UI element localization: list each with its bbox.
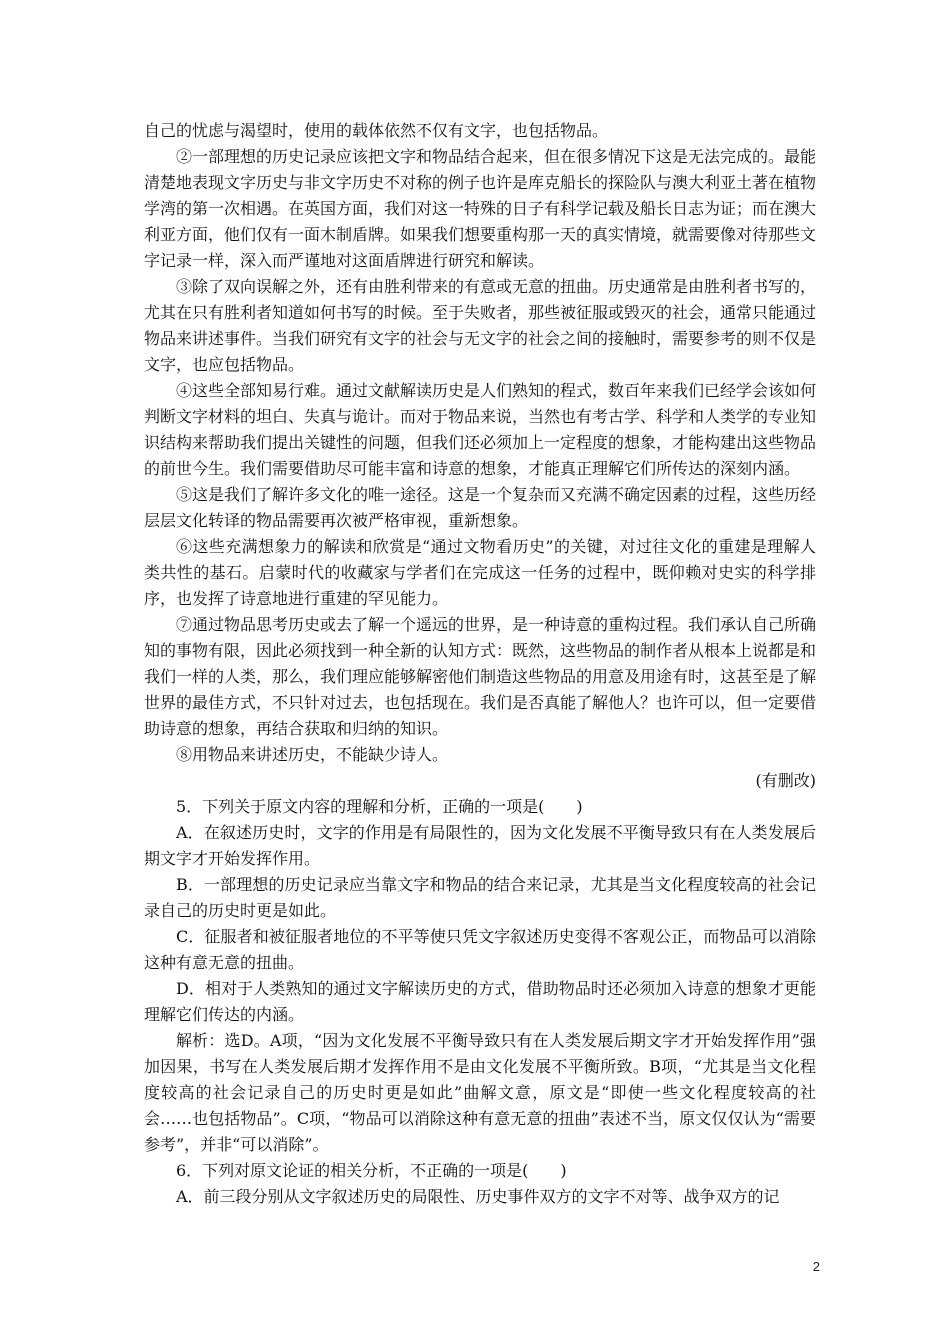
question-6-option-a: A．前三段分别从文字叙述历史的局限性、历史事件双方的文字不对等、战争双方的记 [176,1187,780,1206]
question-5-option-a: A．在叙述历史时，文字的作用是有局限性的，因为文化发展不平衡导致只有在人类发展后期文字才开始发挥作用。 [144,823,816,868]
passage-paragraph-2: ②一部理想的历史记录应该把文字和物品结合起来，但在很多情况下这是无法完成的。最能清楚地表现文字历史与非文字历史不对称的例子也许是库克船长的探险队与澳大利亚土著在植物学湾的第一次相遇。在英国方面，我们对这一特殊的日子有科学记载及船长日志为证；而在澳大利亚方面，他们仅有一面木制盾牌。如果我们想要重构那一天的真实情境，就需要像对待那些文字记录一样，深入而严谨地对这面盾牌进行研究和解读。 [144,147,817,270]
question-5-analysis: 解析：选D。A项，“因为文化发展不平衡导致只有在人类发展后期文字才开始发挥作用”强加因果，书写在人类发展后期才发挥作用不是由文化发展不平衡所致。B项，“尤其是当文化程度较高的社会记录自己的历史时更是如此”曲解文意，原文是“即使一些文化程度较高的社会……也包括物品”。C项，“物品可以消除这种有意无意的扭曲”表述不当，原文仅仅认为“需要参考”，并非“可以消除”。 [144,1031,816,1154]
question-5-stem: 5．下列关于原文内容的理解和分析，正确的一项是( ) [176,797,583,816]
question-5-option-b: B．一部理想的历史记录应当靠文字和物品的结合来记录，尤其是当文化程度较高的社会记录自己的历史时更是如此。 [144,875,816,920]
question-5-option-d: D．相对于人类熟知的通过文字解读历史的方式，借助物品时还必须加入诗意的想象才更能理解它们传达的内涵。 [144,979,816,1024]
question-5-option-c: C．征服者和被征服者地位的不平等使只凭文字叙述历史变得不客观公正，而物品可以消除这种有意无意的扭曲。 [144,927,816,972]
passage-paragraph-7: ⑦通过物品思考历史或去了解一个遥远的世界，是一种诗意的重构过程。我们承认自己所确知的事物有限，因此必须找到一种全新的认知方式：既然，这些物品的制作者从根本上说都是和我们一样的人类，那么，我们理应能够解密他们制造这些物品的用意及用途有时，这甚至是了解世界的最佳方式，不只针对过去，也包括现在。我们是否真能了解他人？也许可以，但一定要借助诗意的想象，再结合获取和归纳的知识。 [144,615,817,738]
passage-paragraph-8: ⑧用物品来讲述历史，不能缺少诗人。 [176,745,449,764]
passage-paragraph-3: ③除了双向误解之外，还有由胜利带来的有意或无意的扭曲。历史通常是由胜利者书写的，尤其在只有胜利者知道如何书写的时候。至于失败者，那些被征服或毁灭的社会，通常只能通过物品来讲述事件。当我们研究有文字的社会与无文字的社会之间的接触时，需要参考的则不仅是文字，也应包括物品。 [144,277,817,374]
passage-paragraph-4: ④这些全部知易行难。通过文献解读历史是人们熟知的程式，数百年来我们已经学会该如何判断文字材料的坦白、失真与诡计。而对于物品来说，当然也有考古学、科学和人类学的专业知识结构来帮助我们提出关键性的问题，但我们还必须加上一定程度的想象，才能构建出这些物品的前世今生。我们需要借助尽可能丰富和诗意的想象，才能真正理解它们所传达的深刻内涵。 [144,381,817,478]
question-6-stem: 6．下列对原文论证的相关分析，不正确的一项是( ) [176,1161,567,1180]
passage-paragraph-6: ⑥这些充满想象力的解读和欣赏是“通过文物看历史”的关键，对过往文化的重建是理解人类共性的基石。启蒙时代的收藏家与学者们在完成这一任务的过程中，既仰赖对史实的科学排序，也发挥了诗意地进行重建的罕见能力。 [144,537,816,608]
passage-paragraph-5: ⑤这是我们了解许多文化的唯一途径。这是一个复杂而又充满不确定因素的过程，这些历经层层文化转译的物品需要再次被严格审视，重新想象。 [144,485,817,530]
page-content [144,118,816,1210]
passage-paragraph-continued: 自己的忧虑与渴望时，使用的载体依然不仅有文字，也包括物品。 [144,121,609,140]
page-number: 2 [812,1259,820,1274]
source-note: (有删改) [755,771,816,790]
